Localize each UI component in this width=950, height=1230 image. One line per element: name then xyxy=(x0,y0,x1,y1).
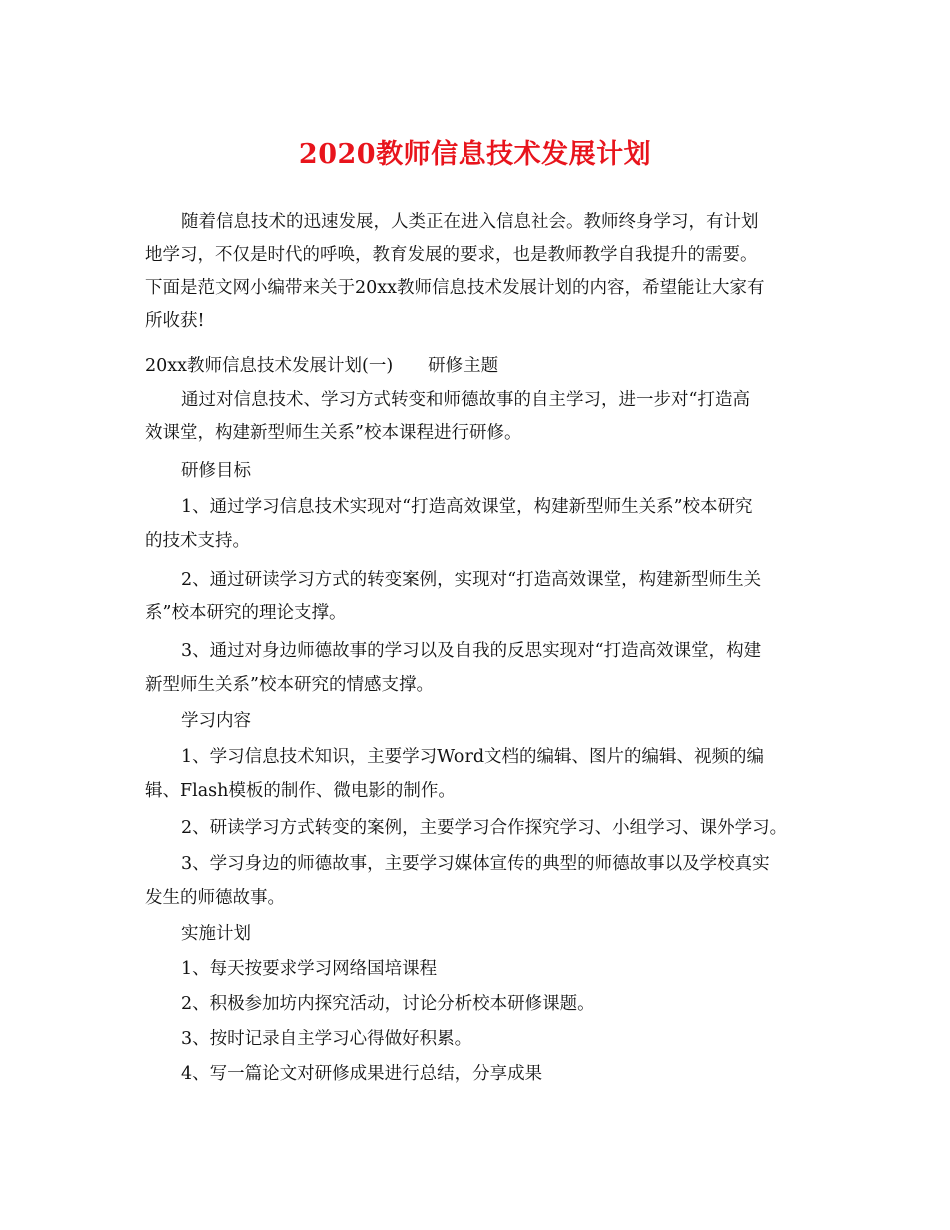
text-line: 辑、Flash模板的制作、微电影的制作。 xyxy=(145,781,456,801)
text-line: 1、学习信息技术知识，主要学习Word文档的编辑、图片的编辑、视频的编 xyxy=(181,747,765,767)
text-line: 随着信息技术的迅速发展，人类正在进入信息社会。教师终身学习，有计划 xyxy=(181,212,759,232)
text-line: 3、按时记录自主学习心得做好积累。 xyxy=(181,1029,473,1049)
text-line: 效课堂，构建新型师生关系”校本课程进行研修。 xyxy=(145,423,522,443)
section-heading: 实施计划 xyxy=(181,924,251,944)
text-line: 所收获! xyxy=(145,311,205,331)
section-heading: 研修目标 xyxy=(181,461,251,481)
text-line: 发生的师德故事。 xyxy=(145,888,285,908)
text-line: 2、积极参加坊内探究活动，讨论分析校本研修课题。 xyxy=(181,994,595,1014)
text-line: 下面是范文网小编带来关于20xx教师信息技术发展计划的内容，希望能让大家有 xyxy=(145,278,765,298)
document-title: 2020教师信息技术发展计划 xyxy=(298,139,652,170)
text-line: 1、每天按要求学习网络国培课程 xyxy=(181,959,438,979)
text-line: 新型师生关系”校本研究的情感支撑。 xyxy=(145,675,434,695)
text-line: 系”校本研究的理论支撑。 xyxy=(145,603,347,623)
text-line: 的技术支持。 xyxy=(145,531,250,551)
text-line: 地学习，不仅是时代的呼唤，教育发展的要求，也是教师教学自我提升的需要。 xyxy=(145,245,758,265)
text-line: 4、写一篇论文对研修成果进行总结，分享成果 xyxy=(181,1064,543,1084)
text-line: 通过对信息技术、学习方式转变和师德故事的自主学习，进一步对“打造高 xyxy=(181,390,750,410)
text-line: 3、学习身边的师德故事，主要学习媒体宣传的典型的师德故事以及学校真实 xyxy=(181,854,770,874)
text-line: 2、通过研读学习方式的转变案例，实现对“打造高效课堂，构建新型师生关 xyxy=(181,570,762,590)
text-line: 2、研读学习方式转变的案例，主要学习合作探究学习、小组学习、课外学习。 xyxy=(181,818,788,838)
text-line: 1、通过学习信息技术实现对“打造高效课堂，构建新型师生关系”校本研究 xyxy=(181,497,753,517)
section-heading: 学习内容 xyxy=(181,711,251,731)
section-heading: 20xx教师信息技术发展计划(一) 研修主题 xyxy=(145,356,499,376)
text-line: 3、通过对身边师德故事的学习以及自我的反思实现对“打造高效课堂，构建 xyxy=(181,641,762,661)
